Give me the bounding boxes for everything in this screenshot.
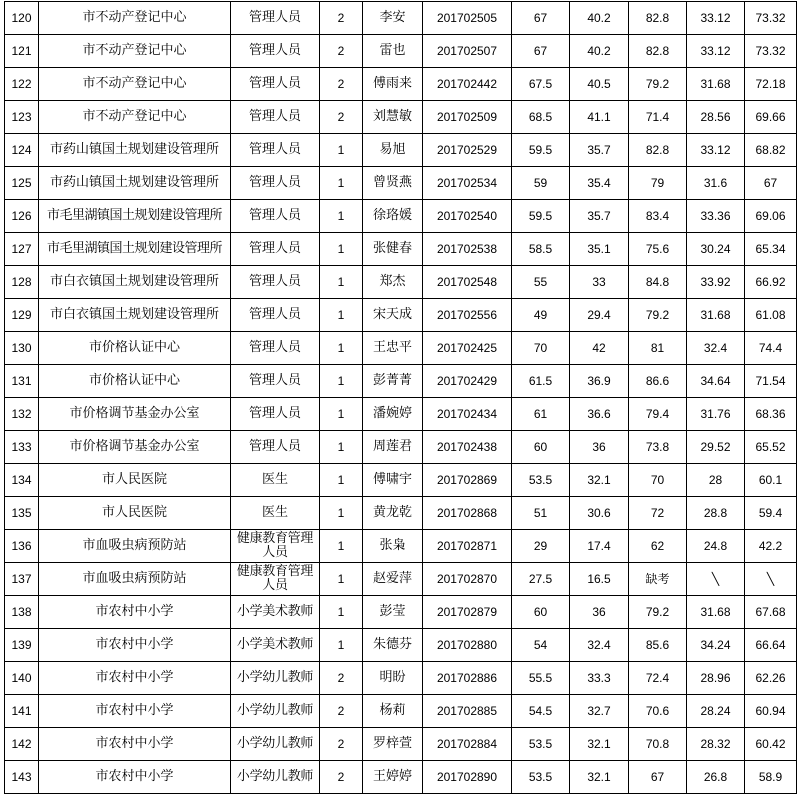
interview-score: 75.6 bbox=[629, 233, 687, 266]
written-score: 53.5 bbox=[512, 728, 570, 761]
position: 小学美术教师 bbox=[231, 629, 320, 662]
candidate-name: 雷也 bbox=[363, 35, 423, 68]
table-row bbox=[5, 299, 797, 332]
candidate-name: 宋天成 bbox=[363, 299, 423, 332]
interview-score-weighted: 33.12 bbox=[687, 2, 745, 35]
written-score-weighted: 40.2 bbox=[570, 2, 629, 35]
employer-unit: 市价格调节基金办公室 bbox=[39, 431, 231, 464]
row-number: 131 bbox=[5, 365, 39, 398]
row-number: 123 bbox=[5, 101, 39, 134]
written-score-weighted: 35.7 bbox=[570, 200, 629, 233]
written-score-weighted: 32.7 bbox=[570, 695, 629, 728]
candidate-name: 明盼 bbox=[363, 662, 423, 695]
row-number: 120 bbox=[5, 2, 39, 35]
hiring-quota: 2 bbox=[320, 728, 363, 761]
candidate-name: 张枭 bbox=[363, 530, 423, 563]
interview-score: 72 bbox=[629, 497, 687, 530]
table-row bbox=[5, 134, 797, 167]
exam-ticket-number: 201702870 bbox=[423, 563, 512, 596]
written-score: 70 bbox=[512, 332, 570, 365]
written-score-weighted: 36.6 bbox=[570, 398, 629, 431]
total-score: 69.06 bbox=[745, 200, 797, 233]
candidate-name: 傅雨来 bbox=[363, 68, 423, 101]
total-score: 60.42 bbox=[745, 728, 797, 761]
row-number: 126 bbox=[5, 200, 39, 233]
total-score: 72.18 bbox=[745, 68, 797, 101]
interview-score: 70 bbox=[629, 464, 687, 497]
interview-score-weighted: 24.8 bbox=[687, 530, 745, 563]
employer-unit: 市白衣镇国土规划建设管理所 bbox=[39, 266, 231, 299]
interview-score-weighted: 31.76 bbox=[687, 398, 745, 431]
candidate-name: 王忠平 bbox=[363, 332, 423, 365]
candidate-name: 张健春 bbox=[363, 233, 423, 266]
written-score-weighted: 33 bbox=[570, 266, 629, 299]
hiring-quota: 2 bbox=[320, 35, 363, 68]
employer-unit: 市价格调节基金办公室 bbox=[39, 398, 231, 431]
interview-score: 85.6 bbox=[629, 629, 687, 662]
position: 健康教育管理人员 bbox=[231, 530, 320, 563]
total-score: 60.1 bbox=[745, 464, 797, 497]
employer-unit: 市农村中小学 bbox=[39, 695, 231, 728]
employer-unit: 市不动产登记中心 bbox=[39, 35, 231, 68]
written-score-weighted: 32.1 bbox=[570, 761, 629, 794]
exam-ticket-number: 201702890 bbox=[423, 761, 512, 794]
row-number: 133 bbox=[5, 431, 39, 464]
results-table-body bbox=[5, 2, 797, 794]
row-number: 125 bbox=[5, 167, 39, 200]
table-row bbox=[5, 530, 797, 563]
table-row bbox=[5, 563, 797, 596]
table-row bbox=[5, 761, 797, 794]
exam-ticket-number: 201702538 bbox=[423, 233, 512, 266]
written-score: 51 bbox=[512, 497, 570, 530]
written-score-weighted: 32.1 bbox=[570, 464, 629, 497]
employer-unit: 市白衣镇国土规划建设管理所 bbox=[39, 299, 231, 332]
row-number: 127 bbox=[5, 233, 39, 266]
position: 管理人员 bbox=[231, 134, 320, 167]
row-number: 137 bbox=[5, 563, 39, 596]
table-row bbox=[5, 332, 797, 365]
hiring-quota: 1 bbox=[320, 167, 363, 200]
written-score: 53.5 bbox=[512, 464, 570, 497]
total-score: 66.92 bbox=[745, 266, 797, 299]
hiring-quota: 2 bbox=[320, 101, 363, 134]
employer-unit: 市药山镇国土规划建设管理所 bbox=[39, 134, 231, 167]
employer-unit: 市农村中小学 bbox=[39, 728, 231, 761]
row-number: 136 bbox=[5, 530, 39, 563]
position: 管理人员 bbox=[231, 2, 320, 35]
hiring-quota: 1 bbox=[320, 497, 363, 530]
row-number: 122 bbox=[5, 68, 39, 101]
total-score: 69.66 bbox=[745, 101, 797, 134]
written-score-weighted: 40.2 bbox=[570, 35, 629, 68]
written-score: 55 bbox=[512, 266, 570, 299]
candidate-name: 赵爱萍 bbox=[363, 563, 423, 596]
exam-ticket-number: 201702868 bbox=[423, 497, 512, 530]
employer-unit: 市人民医院 bbox=[39, 497, 231, 530]
employer-unit: 市价格认证中心 bbox=[39, 365, 231, 398]
written-score: 67 bbox=[512, 35, 570, 68]
position: 医生 bbox=[231, 464, 320, 497]
candidate-name: 郑杰 bbox=[363, 266, 423, 299]
written-score-weighted: 30.6 bbox=[570, 497, 629, 530]
exam-ticket-number: 201702442 bbox=[423, 68, 512, 101]
employer-unit: 市农村中小学 bbox=[39, 662, 231, 695]
interview-score-weighted: 33.36 bbox=[687, 200, 745, 233]
written-score-weighted: 41.1 bbox=[570, 101, 629, 134]
written-score: 59.5 bbox=[512, 200, 570, 233]
interview-score: 62 bbox=[629, 530, 687, 563]
table-row bbox=[5, 200, 797, 233]
interview-score-weighted: 28.32 bbox=[687, 728, 745, 761]
hiring-quota: 1 bbox=[320, 233, 363, 266]
exam-ticket-number: 201702886 bbox=[423, 662, 512, 695]
exam-ticket-number: 201702507 bbox=[423, 35, 512, 68]
written-score: 59 bbox=[512, 167, 570, 200]
written-score: 60 bbox=[512, 596, 570, 629]
total-score: 73.32 bbox=[745, 2, 797, 35]
written-score: 60 bbox=[512, 431, 570, 464]
candidate-name: 潘婉婷 bbox=[363, 398, 423, 431]
table-row bbox=[5, 35, 797, 68]
hiring-quota: 1 bbox=[320, 365, 363, 398]
hiring-quota: 2 bbox=[320, 2, 363, 35]
employer-unit: 市人民医院 bbox=[39, 464, 231, 497]
hiring-quota: 1 bbox=[320, 530, 363, 563]
exam-ticket-number: 201702425 bbox=[423, 332, 512, 365]
written-score-weighted: 40.5 bbox=[570, 68, 629, 101]
employer-unit: 市毛里湖镇国土规划建设管理所 bbox=[39, 233, 231, 266]
table-row bbox=[5, 596, 797, 629]
interview-score-weighted: 28 bbox=[687, 464, 745, 497]
row-number: 129 bbox=[5, 299, 39, 332]
interview-score: 79.2 bbox=[629, 299, 687, 332]
written-score: 67.5 bbox=[512, 68, 570, 101]
position: 小学幼儿教师 bbox=[231, 728, 320, 761]
position: 管理人员 bbox=[231, 233, 320, 266]
interview-score-weighted: 29.52 bbox=[687, 431, 745, 464]
interview-score-weighted: 33.12 bbox=[687, 35, 745, 68]
candidate-name: 罗梓萱 bbox=[363, 728, 423, 761]
employer-unit: 市农村中小学 bbox=[39, 596, 231, 629]
exam-ticket-number: 201702869 bbox=[423, 464, 512, 497]
total-score: ╲ bbox=[745, 563, 797, 596]
candidate-name: 李安 bbox=[363, 2, 423, 35]
interview-score: 67 bbox=[629, 761, 687, 794]
table-row bbox=[5, 728, 797, 761]
interview-score-weighted: 31.68 bbox=[687, 68, 745, 101]
written-score: 61.5 bbox=[512, 365, 570, 398]
hiring-quota: 1 bbox=[320, 431, 363, 464]
table-row bbox=[5, 233, 797, 266]
total-score: 68.82 bbox=[745, 134, 797, 167]
total-score: 62.26 bbox=[745, 662, 797, 695]
interview-score-weighted: 31.6 bbox=[687, 167, 745, 200]
employer-unit: 市价格认证中心 bbox=[39, 332, 231, 365]
exam-ticket-number: 201702534 bbox=[423, 167, 512, 200]
position: 健康教育管理人员 bbox=[231, 563, 320, 596]
hiring-quota: 2 bbox=[320, 662, 363, 695]
hiring-quota: 1 bbox=[320, 200, 363, 233]
written-score: 55.5 bbox=[512, 662, 570, 695]
total-score: 66.64 bbox=[745, 629, 797, 662]
exam-ticket-number: 201702505 bbox=[423, 2, 512, 35]
total-score: 73.32 bbox=[745, 35, 797, 68]
row-number: 140 bbox=[5, 662, 39, 695]
table-row bbox=[5, 662, 797, 695]
exam-ticket-number: 201702429 bbox=[423, 365, 512, 398]
hiring-quota: 1 bbox=[320, 464, 363, 497]
written-score: 49 bbox=[512, 299, 570, 332]
row-number: 139 bbox=[5, 629, 39, 662]
position: 管理人员 bbox=[231, 332, 320, 365]
interview-score-weighted: 31.68 bbox=[687, 596, 745, 629]
interview-score-weighted: 26.8 bbox=[687, 761, 745, 794]
written-score-weighted: 35.4 bbox=[570, 167, 629, 200]
position: 小学幼儿教师 bbox=[231, 662, 320, 695]
table-row bbox=[5, 365, 797, 398]
row-number: 138 bbox=[5, 596, 39, 629]
table-row bbox=[5, 2, 797, 35]
interview-score-weighted: 31.68 bbox=[687, 299, 745, 332]
row-number: 143 bbox=[5, 761, 39, 794]
employer-unit: 市药山镇国土规划建设管理所 bbox=[39, 167, 231, 200]
position: 管理人员 bbox=[231, 101, 320, 134]
candidate-name: 徐珞媛 bbox=[363, 200, 423, 233]
employer-unit: 市农村中小学 bbox=[39, 629, 231, 662]
total-score: 42.2 bbox=[745, 530, 797, 563]
table-row bbox=[5, 431, 797, 464]
hiring-quota: 1 bbox=[320, 629, 363, 662]
candidate-name: 朱德芬 bbox=[363, 629, 423, 662]
candidate-name: 周莲君 bbox=[363, 431, 423, 464]
employer-unit: 市不动产登记中心 bbox=[39, 2, 231, 35]
exam-ticket-number: 201702438 bbox=[423, 431, 512, 464]
candidate-name: 曾贤燕 bbox=[363, 167, 423, 200]
exam-ticket-number: 201702871 bbox=[423, 530, 512, 563]
table-row bbox=[5, 266, 797, 299]
employer-unit: 市血吸虫病预防站 bbox=[39, 530, 231, 563]
candidate-name: 黄龙乾 bbox=[363, 497, 423, 530]
hiring-quota: 1 bbox=[320, 299, 363, 332]
written-score-weighted: 36 bbox=[570, 596, 629, 629]
interview-score: 79 bbox=[629, 167, 687, 200]
row-number: 134 bbox=[5, 464, 39, 497]
interview-score: 79.2 bbox=[629, 68, 687, 101]
exam-ticket-number: 201702884 bbox=[423, 728, 512, 761]
position: 管理人员 bbox=[231, 266, 320, 299]
hiring-quota: 1 bbox=[320, 134, 363, 167]
total-score: 60.94 bbox=[745, 695, 797, 728]
total-score: 65.34 bbox=[745, 233, 797, 266]
written-score-weighted: 36.9 bbox=[570, 365, 629, 398]
written-score-weighted: 17.4 bbox=[570, 530, 629, 563]
interview-score-weighted: 32.4 bbox=[687, 332, 745, 365]
row-number: 130 bbox=[5, 332, 39, 365]
interview-score: 79.4 bbox=[629, 398, 687, 431]
written-score-weighted: 29.4 bbox=[570, 299, 629, 332]
exam-ticket-number: 201702885 bbox=[423, 695, 512, 728]
written-score: 61 bbox=[512, 398, 570, 431]
interview-score: 71.4 bbox=[629, 101, 687, 134]
total-score: 74.4 bbox=[745, 332, 797, 365]
table-row bbox=[5, 101, 797, 134]
exam-ticket-number: 201702880 bbox=[423, 629, 512, 662]
exam-ticket-number: 201702540 bbox=[423, 200, 512, 233]
interview-score: 82.8 bbox=[629, 134, 687, 167]
table-row bbox=[5, 167, 797, 200]
position: 管理人员 bbox=[231, 299, 320, 332]
written-score-weighted: 35.1 bbox=[570, 233, 629, 266]
interview-score-weighted: 28.24 bbox=[687, 695, 745, 728]
interview-score: 84.8 bbox=[629, 266, 687, 299]
row-number: 128 bbox=[5, 266, 39, 299]
row-number: 142 bbox=[5, 728, 39, 761]
hiring-quota: 1 bbox=[320, 332, 363, 365]
written-score: 54 bbox=[512, 629, 570, 662]
written-score-weighted: 32.1 bbox=[570, 728, 629, 761]
interview-score: 79.2 bbox=[629, 596, 687, 629]
interview-score-weighted: 33.92 bbox=[687, 266, 745, 299]
table-row bbox=[5, 629, 797, 662]
written-score: 58.5 bbox=[512, 233, 570, 266]
row-number: 132 bbox=[5, 398, 39, 431]
employer-unit: 市农村中小学 bbox=[39, 761, 231, 794]
total-score: 65.52 bbox=[745, 431, 797, 464]
table-row bbox=[5, 695, 797, 728]
interview-score-weighted: 34.24 bbox=[687, 629, 745, 662]
interview-score-weighted: 28.96 bbox=[687, 662, 745, 695]
total-score: 71.54 bbox=[745, 365, 797, 398]
written-score: 29 bbox=[512, 530, 570, 563]
employer-unit: 市不动产登记中心 bbox=[39, 68, 231, 101]
interview-score: 81 bbox=[629, 332, 687, 365]
hiring-quota: 1 bbox=[320, 563, 363, 596]
row-number: 124 bbox=[5, 134, 39, 167]
interview-score: 83.4 bbox=[629, 200, 687, 233]
position: 管理人员 bbox=[231, 431, 320, 464]
position: 管理人员 bbox=[231, 35, 320, 68]
results-table bbox=[4, 1, 797, 794]
candidate-name: 易旭 bbox=[363, 134, 423, 167]
position: 管理人员 bbox=[231, 398, 320, 431]
exam-ticket-number: 201702879 bbox=[423, 596, 512, 629]
interview-score-weighted: ╲ bbox=[687, 563, 745, 596]
written-score: 53.5 bbox=[512, 761, 570, 794]
interview-score-weighted: 28.8 bbox=[687, 497, 745, 530]
written-score: 54.5 bbox=[512, 695, 570, 728]
position: 管理人员 bbox=[231, 68, 320, 101]
written-score: 27.5 bbox=[512, 563, 570, 596]
position: 小学幼儿教师 bbox=[231, 695, 320, 728]
hiring-quota: 1 bbox=[320, 398, 363, 431]
interview-score-weighted: 30.24 bbox=[687, 233, 745, 266]
total-score: 67.68 bbox=[745, 596, 797, 629]
candidate-name: 彭菁菁 bbox=[363, 365, 423, 398]
written-score-weighted: 42 bbox=[570, 332, 629, 365]
hiring-quota: 2 bbox=[320, 695, 363, 728]
candidate-name: 王婷婷 bbox=[363, 761, 423, 794]
total-score: 58.9 bbox=[745, 761, 797, 794]
written-score: 67 bbox=[512, 2, 570, 35]
position: 医生 bbox=[231, 497, 320, 530]
row-number: 121 bbox=[5, 35, 39, 68]
interview-score: 70.8 bbox=[629, 728, 687, 761]
total-score: 68.36 bbox=[745, 398, 797, 431]
written-score-weighted: 36 bbox=[570, 431, 629, 464]
employer-unit: 市血吸虫病预防站 bbox=[39, 563, 231, 596]
hiring-quota: 2 bbox=[320, 68, 363, 101]
exam-ticket-number: 201702548 bbox=[423, 266, 512, 299]
interview-score-weighted: 28.56 bbox=[687, 101, 745, 134]
interview-score: 82.8 bbox=[629, 35, 687, 68]
total-score: 61.08 bbox=[745, 299, 797, 332]
interview-score-weighted: 33.12 bbox=[687, 134, 745, 167]
table-row bbox=[5, 464, 797, 497]
interview-score: 86.6 bbox=[629, 365, 687, 398]
candidate-name: 傅啸宇 bbox=[363, 464, 423, 497]
employer-unit: 市不动产登记中心 bbox=[39, 101, 231, 134]
position: 管理人员 bbox=[231, 167, 320, 200]
candidate-name: 杨莉 bbox=[363, 695, 423, 728]
position: 管理人员 bbox=[231, 200, 320, 233]
hiring-quota: 2 bbox=[320, 761, 363, 794]
interview-score: 73.8 bbox=[629, 431, 687, 464]
employer-unit: 市毛里湖镇国土规划建设管理所 bbox=[39, 200, 231, 233]
written-score-weighted: 35.7 bbox=[570, 134, 629, 167]
position: 小学幼儿教师 bbox=[231, 761, 320, 794]
row-number: 141 bbox=[5, 695, 39, 728]
written-score-weighted: 32.4 bbox=[570, 629, 629, 662]
written-score: 59.5 bbox=[512, 134, 570, 167]
position: 管理人员 bbox=[231, 365, 320, 398]
interview-score: 82.8 bbox=[629, 2, 687, 35]
hiring-quota: 1 bbox=[320, 596, 363, 629]
exam-ticket-number: 201702556 bbox=[423, 299, 512, 332]
total-score: 67 bbox=[745, 167, 797, 200]
exam-ticket-number: 201702434 bbox=[423, 398, 512, 431]
interview-score: 70.6 bbox=[629, 695, 687, 728]
written-score: 68.5 bbox=[512, 101, 570, 134]
written-score-weighted: 16.5 bbox=[570, 563, 629, 596]
position: 小学美术教师 bbox=[231, 596, 320, 629]
written-score-weighted: 33.3 bbox=[570, 662, 629, 695]
table-row bbox=[5, 497, 797, 530]
interview-score: 缺考 bbox=[629, 563, 687, 596]
row-number: 135 bbox=[5, 497, 39, 530]
interview-score: 72.4 bbox=[629, 662, 687, 695]
exam-ticket-number: 201702509 bbox=[423, 101, 512, 134]
candidate-name: 彭莹 bbox=[363, 596, 423, 629]
interview-score-weighted: 34.64 bbox=[687, 365, 745, 398]
total-score: 59.4 bbox=[745, 497, 797, 530]
table-row bbox=[5, 68, 797, 101]
candidate-name: 刘慧敏 bbox=[363, 101, 423, 134]
table-row bbox=[5, 398, 797, 431]
hiring-quota: 1 bbox=[320, 266, 363, 299]
exam-ticket-number: 201702529 bbox=[423, 134, 512, 167]
